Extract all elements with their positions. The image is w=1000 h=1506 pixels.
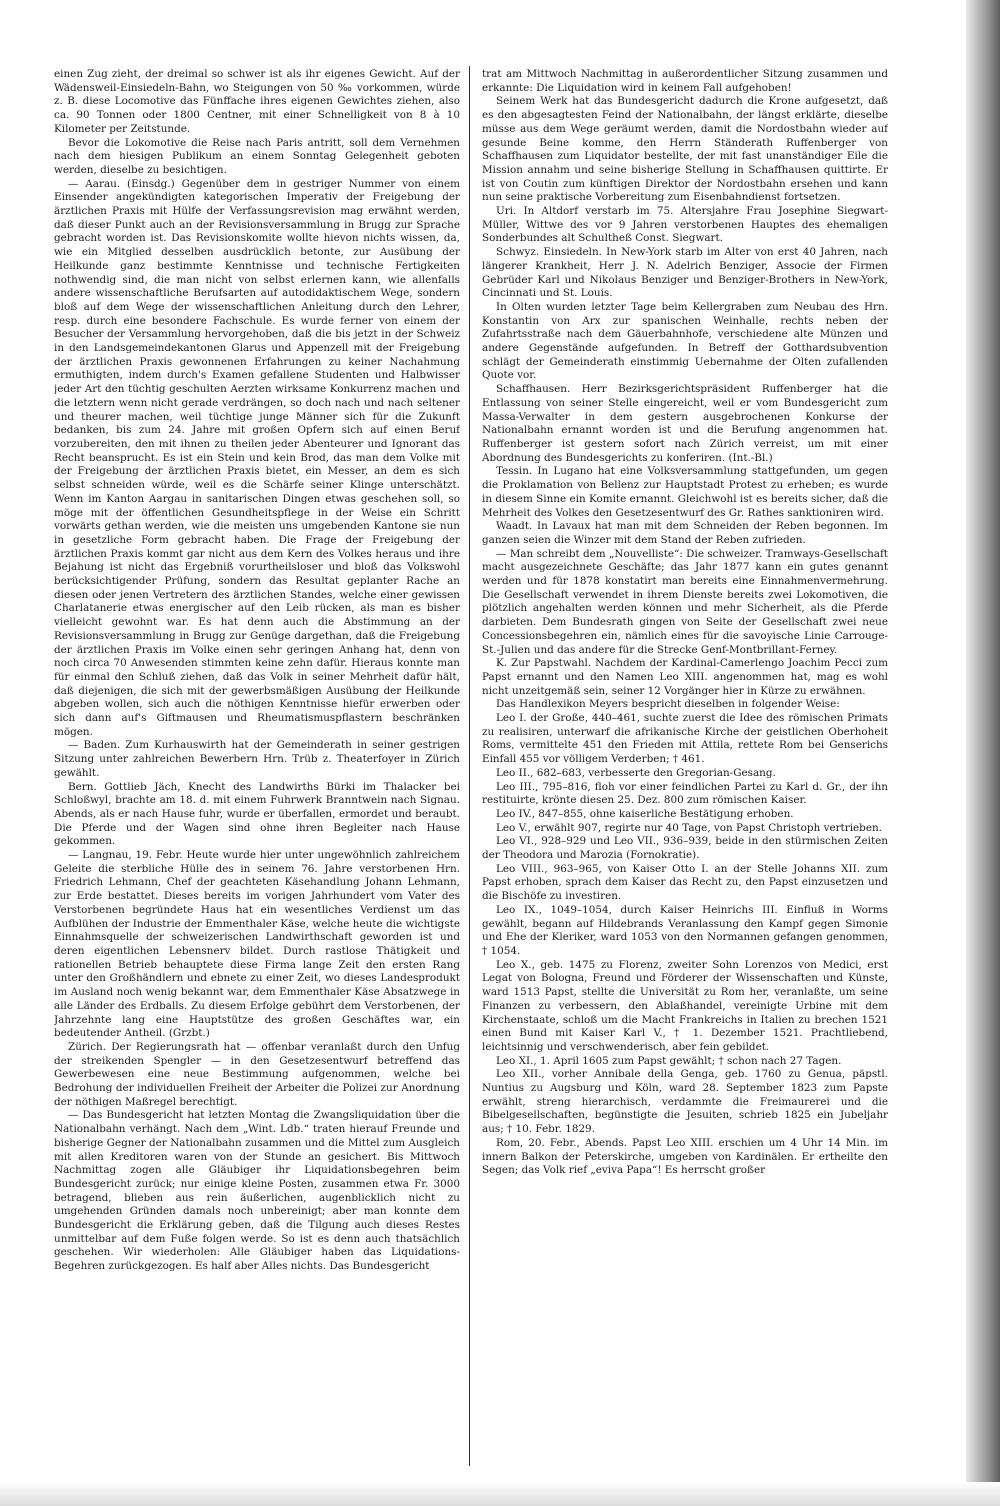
paragraph: — Das Bundesgericht hat letzten Montag die Zwangsliquidation über die Nationalbahn verhängt. Nach dem „Wint. Ldb.“ traten hierauf Freunde und bisherige Gegner der Nationalbahn zusammen und die Mittel zum Ausgleich mit allen Kreditoren waren von der Stunde an gesichert. Bis Mittwoch Nachmittag zogen alle Gläubiger ihr Liquidationsbegehren beim Bundesgericht zurück; nur einige kleine Posten, zusammen etwa Fr. 3000 betragend, blieben aus rein äußerlichen, augenblicklich nicht zu umgehenden Gründen damals noch unbereinigt; aber man konnte dem Bundesgericht die Erklärung geben, daß die Tilgung auch dieses Restes unmittelbar auf dem Fuße folgen werde. So ist es denn auch thatsächlich geschehen. Wir wiederholen: Alle Gläubiger haben das Liquidations-Begehren zurückgezogen. Es half aber Alles nichts. Das Bundesgericht xyxy=(54,1109,460,1273)
right-column xyxy=(482,68,888,1468)
scan-edge-right xyxy=(966,0,1000,1506)
paragraph: Leo IX., 1049–1054, durch Kaiser Heinrichs III. Einfluß in Worms gewählt, begann auf Hildebrands Veranlassung den Kampf gegen Simonie und Ehe der Kleriker, ward 1053 von den Normannen gefangen genommen, † 1054. xyxy=(482,903,888,957)
paragraph: Leo III., 795–816, floh vor einer feindlichen Partei zu Karl d. Gr., der ihn restituirte, krönte diesen 25. Dez. 800 zum römischen Kaiser. xyxy=(482,780,888,807)
paragraph: einen Zug zieht, der dreimal so schwer ist als ihr eigenes Gewicht. Auf der Wädensweil-Einsiedeln-Bahn, wo Steigungen von 50 ‰ vorkommen, würde z. B. diese Locomotive das Fünffache ihres eigenen Gewichtes ziehen, also ca. 90 Tonnen oder 1800 Centner, mit einer Schnelligkeit von 8 à 10 Kilometer per Zeitstunde. xyxy=(54,68,460,135)
column-rule xyxy=(469,66,470,1466)
paragraph: Leo I. der Große, 440–461, suchte zuerst die Idee des römischen Primats zu realisiren, unterwarf die afrikanische Kirche der geistlichen Oberhoheit Roms, vermittelte 451 den Frieden mit Attila, rettete Rom bei Genserichs Einfall 455 vor völligem Verderben; † 461. xyxy=(482,712,888,766)
paragraph: Leo XII., vorher Annibale della Genga, geb. 1760 zu Genua, päpstl. Nuntius zu Augsburg und Köln, ward 28. September 1823 zum Papste erwählt, streng hierarchisch, verdammte die Freimaurerei und die Bibelgesellschaften, begünstigte die Jesuiten, schrieb 1825 ein Jubeljahr aus; † 10. Febr. 1829. xyxy=(482,1068,888,1136)
paragraph: Leo VI., 928–929 und Leo VII., 936–939, beide in den stürmischen Zeiten der Theodora und Marozia (Fornokratie). xyxy=(482,835,888,862)
paragraph: Das Handlexikon Meyers bespricht dieselben in folgender Weise: xyxy=(496,698,840,711)
paragraph: Leo VIII., 963–965, von Kaiser Otto I. an der Stelle Johanns XII. zum Papst erhoben, sprach dem Kaiser das Recht zu, den Papst einzusetzen und die Bischöfe zu investiren. xyxy=(482,862,888,903)
paragraph: Leo II., 682–683, verbesserte den Gregorian-Gesang. xyxy=(496,766,776,779)
paragraph: Tessin. In Lugano hat eine Volksversammlung stattgefunden, um gegen die Proklamation von Bellenz zur Hauptstadt Protest zu erheben; es wurde in diesem Sinne ein Komite ernannt. Gleichwohl ist es bereits sicher, daß die Mehrheit des Volkes den Gesetzesentwurf des Gr. Rathes sanktioniren wird. xyxy=(482,465,888,519)
paragraph: Leo X., geb. 1475 zu Florenz, zweiter Sohn Lorenzos von Medici, erst Legat von Bologna, Freund und Förderer der Wissenschaften und Künste, ward 1513 Papst, stellte die Universität zu Rom her, veranlaßte, um seine Finanzen zu verbessern, den Ablaßhandel, vereinigte Urbine mit dem Kirchenstaate, schloß um die Macht Frankreichs in Italien zu brechen 1521 einen Bund mit Kaiser Karl V., † 1. Dezember 1521. Prachtliebend, leichtsinnig und verschwenderisch, aber fein gebildet. xyxy=(482,958,888,1053)
paragraph: Rom, 20. Febr., Abends. Papst Leo XIII. erschien um 4 Uhr 14 Min. im innern Balkon der Peterskirche, umgeben von Kardinälen. Er ertheilte den Segen; das Volk rief „eviva Papa“! Es herrscht großer xyxy=(482,1136,888,1177)
paragraph: K. Zur Papstwahl. Nachdem der Kardinal-Camerlengo Joachim Pecci zum Papst ernannt und den Namen Leo XIII. angenommen hat, mag es wohl nicht unzeitgemäß sein, seiner 12 Vorgänger hier in Kürze zu erwähnen. xyxy=(482,657,888,697)
paragraph: Leo V., erwählt 907, regirte nur 40 Tage, von Papst Christoph vertrieben. xyxy=(496,821,882,834)
paragraph: Leo IV., 847–855, ohne kaiserliche Bestätigung erhoben. xyxy=(496,807,794,820)
paragraph: Waadt. In Lavaux hat man mit dem Schneiden der Reben begonnen. Im ganzen seien die Winzer mit dem Stand der Reben zufrieden. xyxy=(482,520,888,546)
paragraph: — Man schreibt dem „Nouvelliste“: Die schweizer. Tramways-Gesellschaft macht ausgezeichnete Geschäfte; das Jahr 1877 kann ein gutes genannt werden und für 1878 konstatirt man bereits eine Einnahmenvermehrung. Die Gesellschaft verwendet in ihrem Dienste bereits zwei Lokomotiven, die plötzlich angehalten werden können und mehr Sicherheit, als die Pferde darbieten. Dem Bundesrath gingen von Seite der Gesellschaft zwei neue Concessionsbegehren ein, nämlich eines für die savoyische Linie Carrouge-St.-Julien und das andere für die Strecke Genf-Montbrillant-Ferney. xyxy=(482,547,888,656)
paragraph: — Aarau. (Einsdg.) Gegenüber dem in gestriger Nummer von einem Einsender angekündigten kategorischen Imperativ der Freigebung der ärztlichen Praxis mit Hülfe der Verfassungsrevision mag erwähnt werden, daß dieser Punkt auch an der Revisionsversammlung in Brugg zur Sprache gebracht worden ist. Das Revisionskomite wollte hievon nichts wissen, da, wie ein Mitglied desselben ausdrücklich betonte, zur Ausübung der Heilkunde ganz bestimmte Kenntnisse und technische Fertigkeiten nothwendig sind, die man nicht von selbst erlernen kann, wie allenfalls andere wissenschaftliche Berufsarten auf autodidaktischem Wege, sondern bloß auf dem Wege der wissenschaftlichen Anleitung durch den Lehrer, resp. durch eine besondere Fachschule. Es wurde ferner von einem der Besucher der Versammlung hervorgehoben, daß die bis jetzt in der Schweiz in den Landsgemeindekantonen Glarus und Appenzell mit der Freigebung der ärztlichen Praxis gewonnenen Erfahrungen zu keiner Nachahmung ermuthigten, indem durch's Examen gefallene Studenten und Halbwisser jeder Art den tüchtig geschulten Aerzten wirksame Konkurrenz machen und die letztern wenn nicht gerade verdrängen, so doch nach und nach seltener und theurer machen, weil tüchtige junge Männer sich für die Zukunft bedanken, bis zum 24. Jahre mit großen Opfern sich auf einen Beruf vorzubereiten, den mit ihnen zu theilen jeder Abenteurer und Ignorant das Recht beansprucht. Es ist ein Stein und kein Brod, das man dem Volke mit der Freigebung der ärztlichen Praxis bietet, ein Messer, an dem es sich selbst schneiden würde, weil es die Schärfe seiner Klinge unterschätzt. Wenn im Kanton Aargau in sanitarischen Dingen etwas geschehen soll, so möge mit der öffentlichen Gesundheitspflege in der Weise ein Schritt vorwärts gethan werden, wie die meisten uns umgebenden Kantone sie nun in gesetzliche Form gebracht haben. Die Frage der Freigebung der ärztlichen Praxis kommt gar nicht aus dem Kern des Volkes heraus und ihre Bejahung ist nicht das Ergebniß vorurtheilsloser und bloß das Volkswohl berücksichtigender Prüfung, sondern das Resultat geplanter Rache an diesen oder jenen Vertretern des ärztlichen Standes, welche einer gewissen Charlatanerie etwas energischer auf den Leib rücken, als man es bisher vielleicht gewohnt war. Es hat denn auch die Abstimmung an der Revisionsversammlung in Brugg zur Genüge dargethan, daß die Freigebung der ärztlichen Praxis im Volke einen sehr geringen Anhang hat, denn von noch circa 70 Anwesenden stimmten keine zehn dafür. Hieraus konnte man für einmal den Schluß ziehen, daß das Volk in seiner Mehrheit dafür hält, daß diejenigen, die sich mit der gewerbsmäßigen Ausübung der Heilkunde abgeben wollen, sich auch die nöthigen Kenntnisse hiefür erwerben oder sich dann auf's Giftmausen und Rheumatismuspflastern beschränken mögen. xyxy=(54,177,460,738)
paragraph: Leo XI., 1. April 1605 zum Papst gewählt; † schon nach 27 Tagen. xyxy=(496,1054,842,1067)
paragraph: Zürich. Der Regierungsrath hat — offenbar veranlaßt durch den Unfug der streikenden Spengler — in den Gesetzesentwurf betreffend das Gewerbewesen eine neue Bestimmung aufgenommen, welche bei Bedrohung der individuellen Freiheit der Arbeiter die Polizei zur Anordnung der nöthigen Maßregel berechtigt. xyxy=(54,1040,460,1108)
left-column xyxy=(54,68,460,1468)
paragraph: — Baden. Zum Kurhauswirth hat der Gemeinderath in seiner gestrigen Sitzung unter zahlreichen Bewerbern Hrn. Trüb z. Theaterfoyer in Zürich gewählt. xyxy=(54,739,460,779)
paragraph: In Olten wurden letzter Tage beim Kellergraben zum Neubau des Hrn. Konstantin von Arx zur spanischen Weinhalle, rechts neben der Zufahrtsstraße nach dem Gäuerbahnhofe, verschiedene alte Münzen und andere Gegenstände aufgefunden. In Betreff der Gotthardsubvention schlägt der Gemeinderath einstimmig Uebernahme der Olten zufallenden Quote vor. xyxy=(482,300,888,382)
paragraph: Bern. Gottlieb Jäch, Knecht des Landwirths Bürki im Thalacker bei Schloßwyl, brachte am 18. d. mit einem Fuhrwerk Branntwein nach Signau. Abends, als er nach Hause fuhr, wurde er überfallen, ermordet und beraubt. Die Pferde und der Wagen sind ohne ihren Begleiter nach Hause gekommen. xyxy=(54,780,460,848)
paragraph: Seinem Werk hat das Bundesgericht dadurch die Krone aufgesetzt, daß es den abgesagtesten Feind der Nationalbahn, der längst erklärte, dieselbe müsse aus dem Wege geräumt werden, damit die Nordostbahn wieder auf gesunde Beine komme, den Herrn Ständerath Ruffenberger von Schaffhausen zum Liquidator bestellte, der mit fast unanständiger Eile die Mission annahm und seine bisherige Stellung in Schaffhausen quittirte. Er ist von Coutin zum künftigen Direktor der Nordostbahn ersehen und kann nun seine praktische Vorbereitung zum Eisenbahndienst fortsetzen. xyxy=(482,95,888,204)
paragraph: trat am Mittwoch Nachmittag in außerordentlicher Sitzung zusammen und erkannte: Die Liquidation wird in keinem Fall aufgehoben! xyxy=(482,68,888,94)
paragraph: Uri. In Altdorf verstarb im 75. Altersjahre Frau Josephine Siegwart-Müller, Wittwe des vor 9 Jahren verstorbenen Hauptes des ehemaligen Sonderbundes alt Schultheß Const. Siegwart. xyxy=(482,205,888,245)
paragraph: — Langnau, 19. Febr. Heute wurde hier unter ungewöhnlich zahlreichem Geleite die sterbliche Hülle des in seinem 76. Jahre verstorbenen Hrn. Friedrich Lehmann, Chef der geachteten Käsehandlung Johann Lehmann, zur Erde bestattet. Dieses bereits im vorigen Jahrhundert vom Vater des Verstorbenen begründete Haus hat ein wesentliches Verdienst um das Aufblühen der Industrie der Emmenthaler Käse, welche heute die wichtigste Einnahmsquelle der schweizerischen Landwirthschaft geworden ist und deren eigentlichen Lebensnerv bildet. Durch rastlose Thätigkeit und rationellen Betrieb behauptete diese Firma lange Zeit den ersten Rang unter den Großhändlern und ebnete zu einer Zeit, wo dieses Landesprodukt im Ausland noch wenig bekannt war, dem Emmenthaler Käse Absatzwege in alle Länder des Erdballs. Zu diesem Erfolge gebührt dem Verstorbenen, der Jahrzehnte lang eine Hauptstütze des großen Geschäftes war, ein bedeutender Antheil. (Grzbt.) xyxy=(54,849,460,1040)
scan-edge-bottom xyxy=(0,1482,1000,1506)
paragraph: Schwyz. Einsiedeln. In New-York starb im Alter von erst 40 Jahren, nach längerer Krankheit, Herr J. N. Adelrich Benziger, Associe der Firmen Gebrüder Karl und Nikolaus Benziger und Benziger-Brothers in New-York, Cincinnati und St. Louis. xyxy=(482,246,888,300)
paragraph: Schaffhausen. Herr Bezirksgerichtspräsident Ruffenberger hat die Entlassung von seiner Stelle eingereicht, weil er vom Bundesgericht zum Massa-Verwalter in dem gestern ausgebrochenen Konkurse der Nationalbahn ernannt worden ist und die Berufung angenommen hat. Ruffenberger ist gestern sofort nach Zürich verreist, um mit einer Abordnung des Bundesgerichts zu konferiren. (Int.-Bl.) xyxy=(482,383,888,464)
paragraph: Bevor die Lokomotive die Reise nach Paris antritt, soll dem Vernehmen nach dem hiesigen Publikum an einem Sonntag Gelegenheit geboten werden, dieselbe zu besichtigen. xyxy=(54,136,460,176)
